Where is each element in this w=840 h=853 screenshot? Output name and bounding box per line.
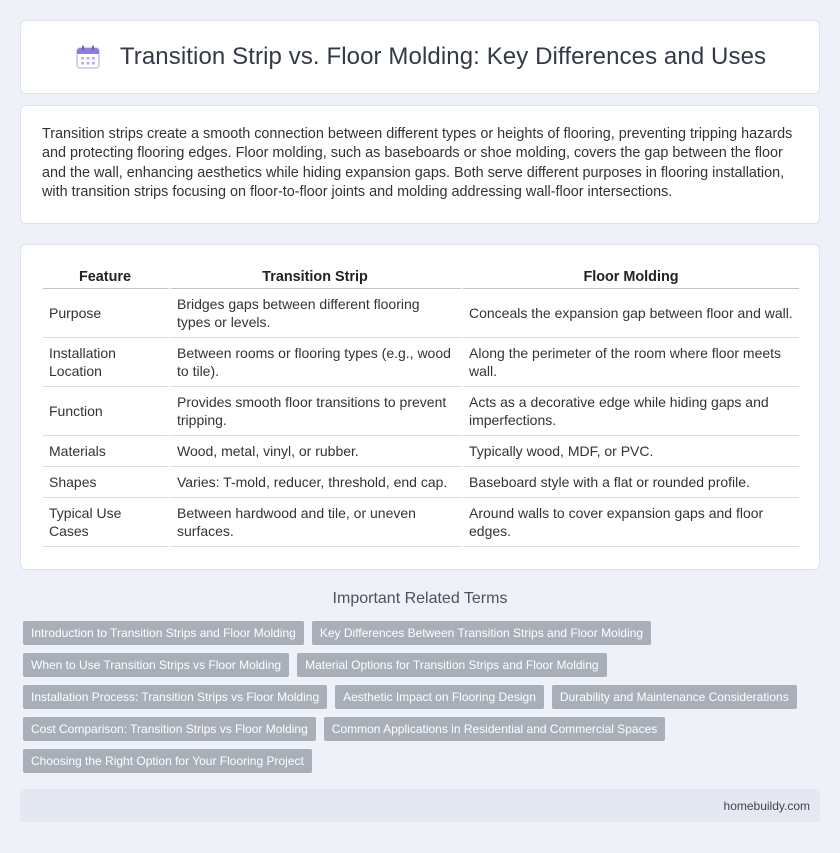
calendar-icon (74, 43, 102, 71)
related-term-tag[interactable]: Choosing the Right Option for Your Flooring Project (23, 749, 312, 773)
feature-cell: Typical Use Cases (43, 498, 171, 547)
floor-molding-cell: Around walls to cover expansion gaps and floor edges. (463, 498, 799, 547)
related-term-tag[interactable]: Installation Process: Transition Strips vs Floor Molding (23, 685, 327, 709)
related-term-tag[interactable]: Cost Comparison: Transition Strips vs Floor Molding (23, 717, 316, 741)
footer (20, 789, 820, 822)
footer-site-link[interactable]: homebuildy.com (723, 798, 810, 813)
feature-cell: Shapes (43, 467, 171, 498)
related-term-tag[interactable]: When to Use Transition Strips vs Floor Molding (23, 653, 289, 677)
related-term-tag[interactable]: Key Differences Between Transition Strips and Floor Molding (312, 621, 651, 645)
intro-paragraph: Transition strips create a smooth connection between different types or heights of flooring, preventing tripping hazards and protecting flooring edges. Floor molding, such as baseboards or shoe molding, covers the gap between the floor and the wall, enhancing aesthetics while hiding expansion gaps. Both serve different purposes in flooring installation, with transition strips focusing on floor-to-floor joints and molding addressing wall-floor intersections. (42, 126, 793, 200)
transition-strip-cell: Varies: T-mold, reducer, threshold, end cap. (171, 467, 463, 498)
related-terms-section (20, 590, 820, 773)
table-row (43, 289, 799, 338)
title-card (20, 20, 820, 94)
transition-strip-cell: Bridges gaps between different flooring types or levels. (171, 289, 463, 338)
table-row (43, 436, 799, 467)
transition-strip-cell: Wood, metal, vinyl, or rubber. (171, 436, 463, 467)
related-term-tag[interactable]: Durability and Maintenance Considerations (552, 685, 797, 709)
feature-cell: Installation Location (43, 338, 171, 387)
feature-cell: Purpose (43, 289, 171, 338)
table-row (43, 338, 799, 387)
related-terms-tags (20, 621, 820, 773)
header-floor-molding: Floor Molding (463, 267, 799, 289)
transition-strip-cell: Between hardwood and tile, or uneven surfaces. (171, 498, 463, 547)
floor-molding-cell: Typically wood, MDF, or PVC. (463, 436, 799, 467)
table-row (43, 498, 799, 547)
floor-molding-cell: Baseboard style with a flat or rounded profile. (463, 467, 799, 498)
comparison-table (43, 267, 799, 547)
table-row (43, 387, 799, 436)
related-terms-heading: Important Related Terms (332, 590, 508, 607)
title-wrap (74, 43, 766, 71)
related-term-tag[interactable]: Common Applications in Residential and Commercial Spaces (324, 717, 666, 741)
table-header-row (43, 267, 799, 289)
table-row (43, 467, 799, 498)
header-feature: Feature (43, 267, 171, 289)
intro-card (20, 105, 820, 224)
transition-strip-cell: Between rooms or flooring types (e.g., wood to tile). (171, 338, 463, 387)
feature-cell: Function (43, 387, 171, 436)
related-term-tag[interactable]: Material Options for Transition Strips and Floor Molding (297, 653, 606, 677)
floor-molding-cell: Along the perimeter of the room where floor meets wall. (463, 338, 799, 387)
floor-molding-cell: Acts as a decorative edge while hiding gaps and imperfections. (463, 387, 799, 436)
page-title: Transition Strip vs. Floor Molding: Key Differences and Uses (119, 43, 767, 70)
comparison-card (20, 244, 820, 570)
feature-cell: Materials (43, 436, 171, 467)
related-term-tag[interactable]: Aesthetic Impact on Flooring Design (335, 685, 544, 709)
floor-molding-cell: Conceals the expansion gap between floor and wall. (463, 289, 799, 338)
related-term-tag[interactable]: Introduction to Transition Strips and Floor Molding (23, 621, 304, 645)
transition-strip-cell: Provides smooth floor transitions to prevent tripping. (171, 387, 463, 436)
header-transition-strip: Transition Strip (171, 267, 463, 289)
